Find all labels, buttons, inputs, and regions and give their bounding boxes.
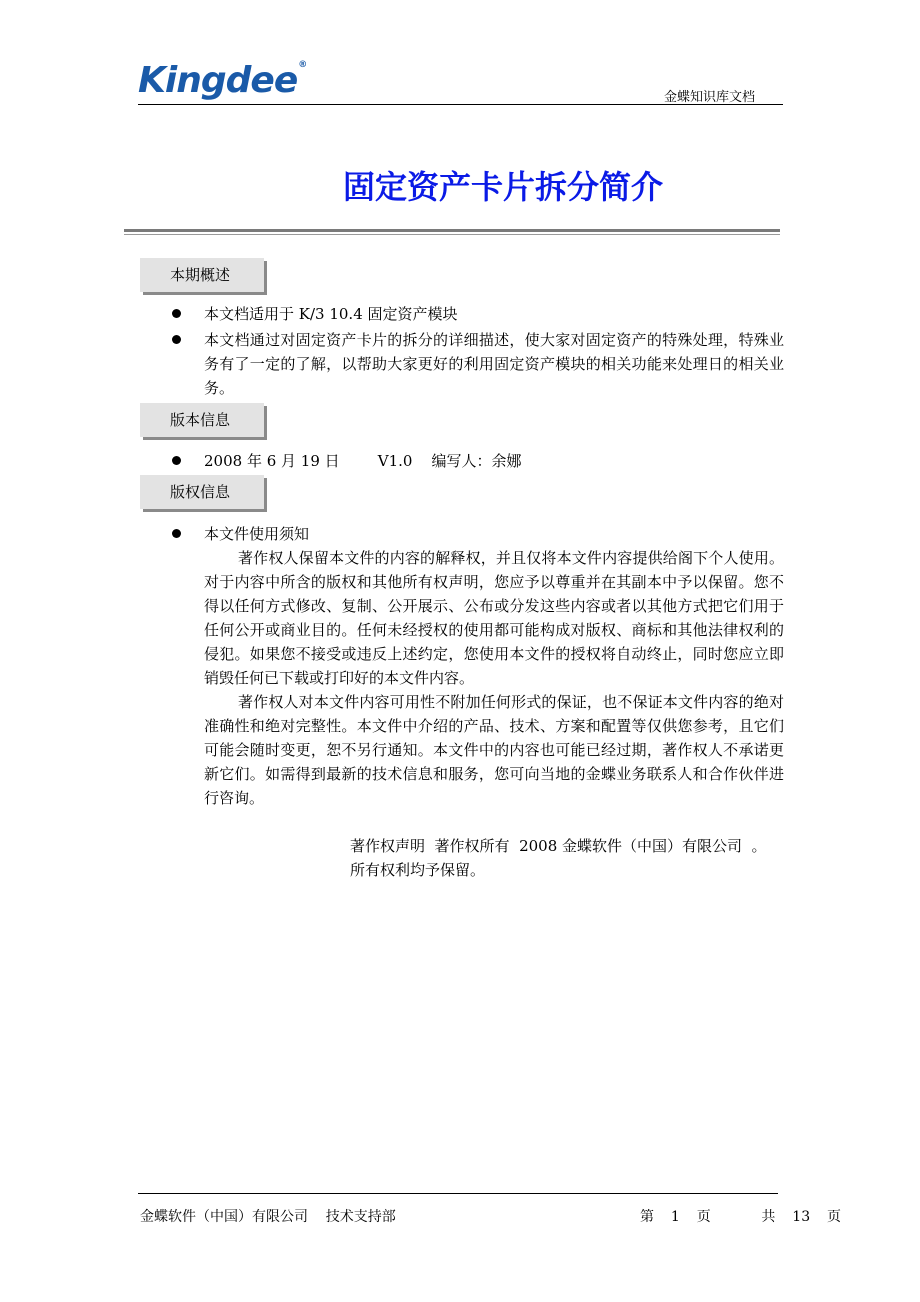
bullet-icon <box>172 335 181 344</box>
document-title: 固定资产卡片拆分简介 <box>342 168 663 206</box>
copyright-notice-heading: 本文件使用须知 <box>204 525 310 543</box>
overview-item-2: 本文档通过对固定资产卡片的拆分的详细描述，使大家对固定资产的特殊处理，特殊业务有了一定的了解，以帮助大家更好的利用固定资产模块的相关功能来处理日的相关业务。 <box>204 331 784 397</box>
kingdee-logo <box>138 60 306 101</box>
copyright-statement-line-1: 著作权声明 著作权所有 2008 金蝶软件（中国）有限公司 。 <box>350 837 767 855</box>
footer-page-number: 第 1 页 共 13 页 <box>640 1209 842 1225</box>
title-rule-thick <box>124 229 780 232</box>
title-rule-thin <box>124 234 780 235</box>
bullet-icon <box>172 529 181 538</box>
footer-company: 金蝶软件（中国）有限公司 技术支持部 <box>140 1209 396 1225</box>
section-heading-version: 版本信息 <box>140 403 264 437</box>
logo-text: Kingdee <box>138 60 298 101</box>
overview-item-1: 本文档适用于 K/3 10.4 固定资产模块 <box>204 305 458 323</box>
bullet-icon <box>172 456 181 465</box>
copyright-paragraph-1: 著作权人保留本文件的内容的解释权，并且仅将本文件内容提供给阁下个人使用。对于内容中所含的版权和其他所有权声明，您应予以尊重并在其副本中予以保留。您不得以任何方式修改、复制、公开展示、公布或分发这些内容或者以其他方式把它们用于任何公开或商业目的。任何未经授权的使用都可能构成对版权、商标和其他法律权利的侵犯。如果您不接受或违反上述约定，您使用本文件的授权将自动终止，同时您应立即销毁任何已下载或打印好的本文件内容。 <box>204 549 784 687</box>
copyright-paragraph-2: 著作权人对本文件内容可用性不附加任何形式的保证，也不保证本文件内容的绝对准确性和绝对完整性。本文件中介绍的产品、技术、方案和配置等仅供您参考，且它们可能会随时变更，恕不另行通知。本文件中的内容也可能已经过期，著作权人不承诺更新它们。如需得到最新的技术信息和服务，您可向当地的金蝶业务联系人和合作伙伴进行咨询。 <box>204 693 784 807</box>
footer-rule <box>138 1193 778 1194</box>
section-heading-overview: 本期概述 <box>140 258 264 292</box>
header-rule <box>138 104 783 105</box>
bullet-icon <box>172 309 181 318</box>
version-info: 2008 年 6 月 19 日 V1.0 编写人：余娜 <box>204 452 522 470</box>
section-heading-copyright: 版权信息 <box>140 475 264 509</box>
header-label: 金蝶知识库文档 <box>664 90 756 105</box>
logo-registered-mark: ® <box>298 60 307 70</box>
copyright-statement-line-2: 所有权利均予保留。 <box>350 861 486 879</box>
